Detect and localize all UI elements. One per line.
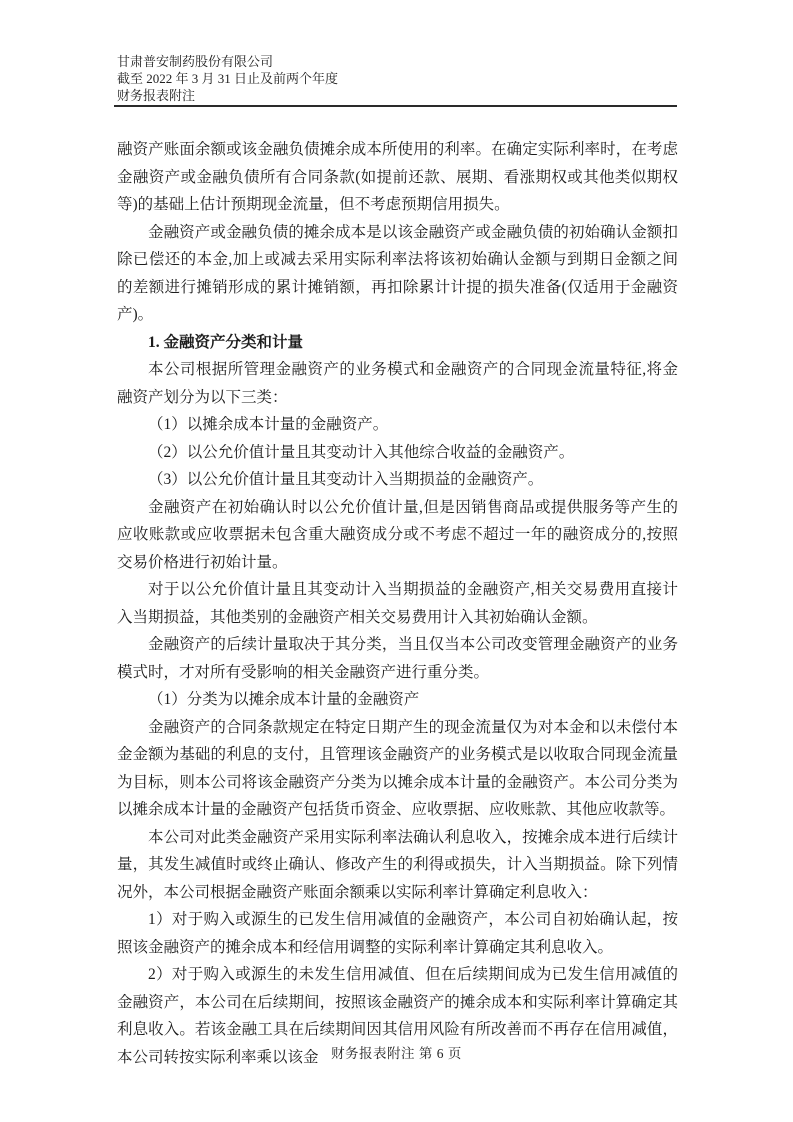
list-item-category-3: （3）以公允价值计量且其变动计入当期损益的金融资产。 xyxy=(148,471,544,488)
page-footer xyxy=(0,1042,793,1062)
document-body xyxy=(117,136,678,1071)
document-title: 财务报表附注 xyxy=(117,88,196,103)
paragraph-subsequently-credit-impaired: 2）对于购入或源生的未发生信用减值、但在后续期间成为已发生信用减值的金融资产，本公司在后续期间，按照该金融资产的摊余成本和实际利率计算确定其利息收入。若该金融工具在后续期间因其信用风险有所改善而不再存在信用减值，本公司转按实际利率乘以该金 xyxy=(117,966,678,1066)
report-period: 截至 2022 年 3 月 31 日止及前两个年度 xyxy=(117,71,339,86)
list-item-category-2: （2）以公允价值计量且其变动计入其他综合收益的金融资产。 xyxy=(148,443,575,461)
paragraph-amortized-cost-definition: 金融资产或金融负债的摊余成本是以该金融资产或金融负债的初始确认金额扣除已偿还的本金,加上或减去采用实际利率法将该初始确认金额与到期日金额之间的差额进行摊销形成的累计摊销额，再扣除累计计提的损失准备(仅适用于金融资产)。 xyxy=(117,223,678,323)
paragraph-credit-impaired-purchased: 1）对于购入或源生的已发生信用减值的金融资产，本公司自初始确认起，按照该金融资产的摊余成本和经信用调整的实际利率计算确定其利息收入。 xyxy=(117,911,678,956)
header-rule xyxy=(114,105,677,107)
paragraph-effective-interest-method: 本公司对此类金融资产采用实际利率法确认利息收入，按摊余成本进行后续计量，其发生减值时或终止确认、修改产生的利得或损失，计入当期损益。除下列情况外，本公司根据金融资产账面余额乘以实际利率计算确定利息收入： xyxy=(117,828,678,901)
page-header xyxy=(117,53,678,104)
company-name: 甘肃普安制药股份有限公司 xyxy=(117,54,274,69)
section-heading-financial-asset-classification: 1. 金融资产分类和计量 xyxy=(148,333,304,351)
paragraph-subsequent-measurement: 金融资产的后续计量取决于其分类，当且仅当本公司改变管理金融资产的业务模式时，才对所有受影响的相关金融资产进行重分类。 xyxy=(117,636,678,681)
paragraph-classification-intro: 本公司根据所管理金融资产的业务模式和金融资产的合同现金流量特征,将金融资产划分为以下三类： xyxy=(117,361,678,406)
paragraph-transaction-costs: 对于以公允价值计量且其变动计入当期损益的金融资产,相关交易费用直接计入当期损益，其他类别的金融资产相关交易费用计入其初始确认金额。 xyxy=(117,581,678,626)
paragraph-amortized-cost-criteria: 金融资产的合同条款规定在特定日期产生的现金流量仅为对本金和以未偿付本金金额为基础的利息的支付，且管理该金融资产的业务模式是以收取合同现金流量为目标，则本公司将该金融资产分类为以摊余成本计量的金融资产。本公司分类为以摊余成本计量的金融资产包括货币资金、应收票据、应收账款、其他应收款等。 xyxy=(117,718,678,818)
footer-page-label: 财务报表附注 第 6 页 xyxy=(331,1046,462,1061)
paragraph-continuation: 融资产账面余额或该金融负债摊余成本所使用的利率。在确定实际利率时，在考虑金融资产或金融负债所有合同条款(如提前还款、展期、看涨期权或其他类似期权等)的基础上估计预期现金流量，但不考虑预期信用损失。 xyxy=(117,141,678,213)
paragraph-initial-measurement: 金融资产在初始确认时以公允价值计量,但是因销售商品或提供服务等产生的应收账款或应收票据未包含重大融资成分或不考虑不超过一年的融资成分的,按照交易价格进行初始计量。 xyxy=(117,498,678,571)
subheading-amortized-cost-classification: （1）分类为以摊余成本计量的金融资产 xyxy=(148,691,420,708)
list-item-category-1: （1）以摊余成本计量的金融资产。 xyxy=(148,416,389,433)
